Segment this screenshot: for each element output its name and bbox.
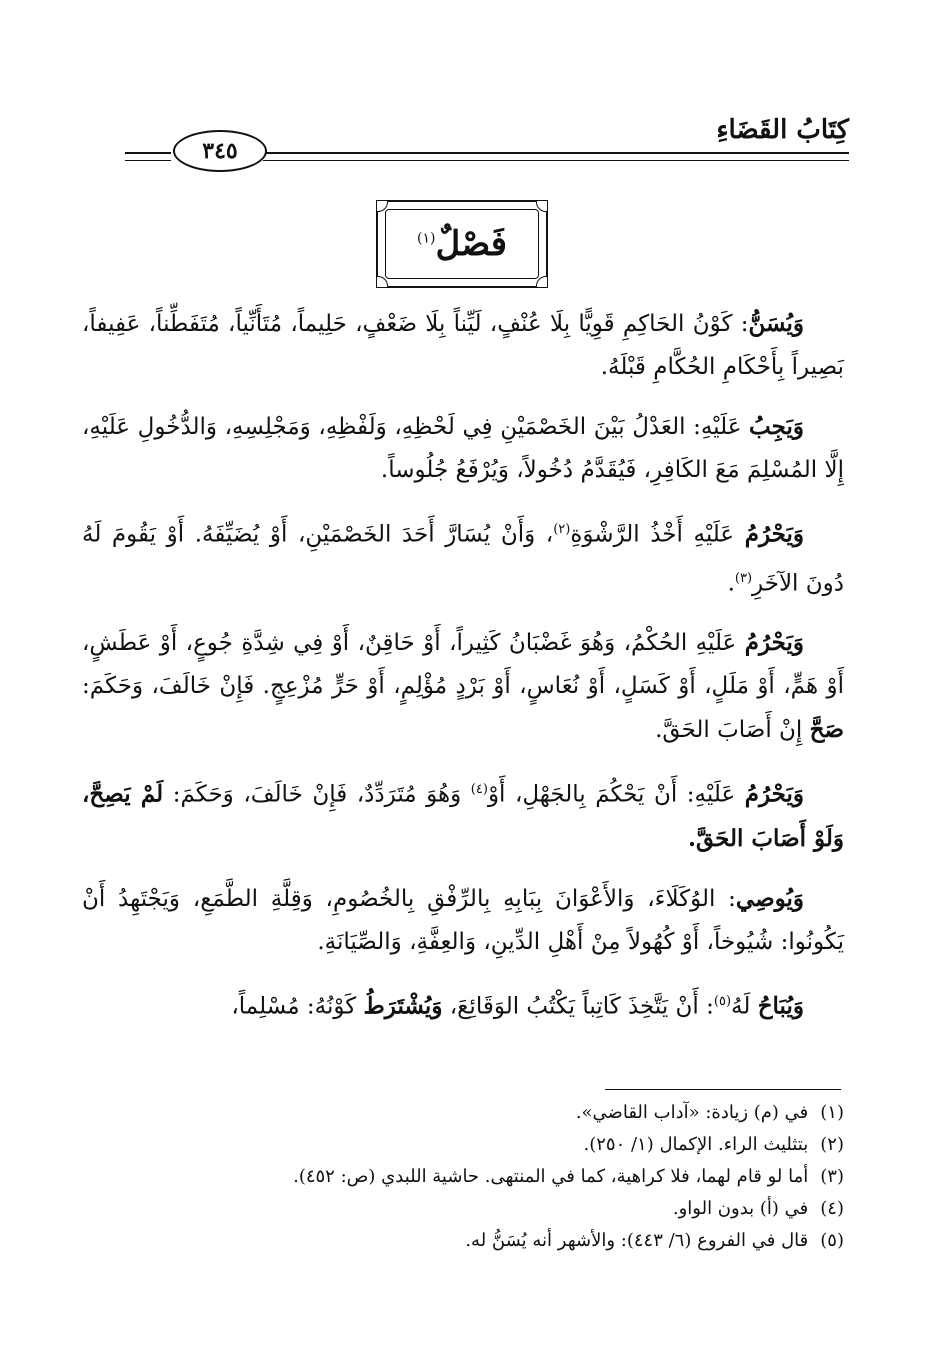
- lead-word: وَيُوصِي: [735, 884, 804, 912]
- header-rule-bottom: [263, 160, 849, 161]
- lead-word: وَيَحْرُمُ: [744, 520, 804, 548]
- page-number: ٣٤٥: [173, 130, 267, 172]
- footnote-marker: (٣): [734, 570, 753, 586]
- footnote-marker: (٤): [470, 782, 488, 798]
- footnote-3: [82, 1161, 844, 1193]
- main-text: [82, 302, 844, 1045]
- footnote-marker: (٥): [713, 993, 732, 1009]
- paragraph-text: كَوْنُهُ: مُسْلِماً،: [231, 993, 364, 1020]
- paragraph-text: ، وَأَنْ يُسَارَّ أَحَدَ الخَصْمَيْنِ، أَوْ يُضَيِّفَهُ. أَوْ يَقُومَ لَهُ دُونَ الآخَرِ: [82, 521, 844, 597]
- footnotes: [82, 1097, 844, 1257]
- lead-word: وَيَجِبُ: [749, 413, 804, 440]
- footnote-marker: (٢): [553, 522, 571, 537]
- paragraph-7: [82, 980, 844, 1029]
- paragraph-text: : الوُكَلَاءَ، وَالأَعْوَانَ بِبَابِهِ بِالرِّفْقِ بِالخُصُومِ، وَقِلَّةِ الطَّمَعِ، وَيَجْتَهِدُ أَنْ يَكُونُوا: شُيُوخاً، أَوْ كُهُولاً مِنْ أَهْلِ الدِّينِ، وَالعِفَّةِ، وَالصِّيَانَةِ.: [82, 885, 844, 955]
- footnote-1: [82, 1097, 844, 1129]
- footnote-2: [82, 1129, 844, 1161]
- lead-word: وَيُبَاحُ: [757, 992, 804, 1020]
- footnote-number: (٥): [820, 1230, 844, 1251]
- lead-word: وَيُسَنُّ: [748, 310, 804, 337]
- header-rule-left-top: [125, 152, 171, 154]
- footnote-text: أما لو قام لهما، فلا كراهية، كما في المنتهى. حاشية اللبدي (ص: ٤٥٢).: [293, 1166, 809, 1187]
- section-heading-frame: [376, 200, 548, 288]
- footnote-separator: [605, 1089, 841, 1090]
- paragraph-text: وَهُوَ مُتَرَدِّدٌ، فَإِنْ خَالَفَ، وَحَكَمَ:: [163, 781, 471, 808]
- footnote-4: [82, 1193, 844, 1225]
- header-rule-left-bottom: [125, 160, 171, 161]
- footnote-number: (٣): [820, 1166, 844, 1187]
- header-rule-top: [263, 152, 849, 154]
- paragraph-6: [82, 877, 844, 964]
- bold-ruling: صَحَّ: [809, 716, 844, 744]
- paragraph-text: .: [727, 570, 735, 597]
- footnote-text: قال في الفروع (٦/ ٤٤٣): والأشهر أنه يُسَنُّ له.: [465, 1230, 809, 1251]
- paragraph-text: عَلَيْهِ الحُكْمُ، وَهُوَ غَضْبَانُ كَثِيراً، أَوْ حَاقِنٌ، أَوْ فِي شِدَّةِ جُوعٍ، أَوْ عَطَشٍ، أَوْ هَمٍّ، أَوْ مَلَلٍ، أَوْ كَسَلٍ، أَوْ نُعَاسٍ، أَوْ بَرْدٍ مُؤْلِمٍ، أَوْ حَرٍّ مُزْعِجٍ. فَإِنْ خَالَفَ، وَحَكَمَ:: [82, 630, 844, 700]
- lead-word: وَيَحْرُمُ: [744, 629, 804, 657]
- paragraph-text: : أَنْ يَتَّخِذَ كَاتِباً يَكْتُبُ الوَقَائِعَ،: [442, 993, 714, 1020]
- footnote-text: في (أ) بدون الواو.: [672, 1198, 809, 1219]
- footnote-text: بتثليث الراء. الإكمال (١/ ٢٥٠).: [583, 1134, 809, 1155]
- section-heading-inner: [385, 209, 539, 279]
- footnote-number: (١): [820, 1102, 844, 1123]
- section-heading: [417, 224, 507, 264]
- paragraph-text: عَلَيْهِ: أَنْ يَحْكُمَ بِالجَهْلِ، أَوْ: [487, 781, 745, 808]
- footnote-number: (٢): [820, 1134, 844, 1155]
- paragraph-1: [82, 302, 844, 389]
- bold-ruling: وَيُشْتَرَطُ: [363, 992, 443, 1020]
- paragraph-text: إِنْ أَصَابَ الحَقَّ.: [655, 717, 810, 744]
- running-title: كِتَابُ القَضَاءِ: [716, 115, 849, 145]
- bold-ruling: لَمْ يَصِحَّ، وَلَوْ أَصَابَ الحَقَّ.: [82, 780, 844, 852]
- paragraph-text: عَلَيْهِ أَخْذُ الرَّشْوَةِ: [570, 521, 745, 548]
- paragraph-3: [82, 508, 844, 605]
- paragraph-text: عَلَيْهِ: العَدْلُ بَيْنَ الخَصْمَيْنِ فِي لَحْظِهِ، وَلَفْظِهِ، وَمَجْلِسِهِ، وَالدُّخُولِ عَلَيْهِ، إِلَّا المُسْلِمَ مَعَ الكَافِرِ، فَيُقَدَّمُ دُخُولاً، وَيُرْفَعُ جُلُوساً.: [82, 414, 844, 483]
- paragraph-text: : كَوْنُ الحَاكِمِ قَوِيًّا بِلَا عُنْفٍ، لَيِّناً بِلَا ضَعْفٍ، حَلِيماً، مُتَأَنِّياً، مُتَفَطِّناً، عَفِيفاً، بَصِيراً بِأَحْكَامِ الحُكَّامِ قَبْلَهُ.: [82, 311, 844, 380]
- paragraph-2: [82, 405, 844, 492]
- paragraph-5: [82, 768, 844, 861]
- footnote-marker: (١): [417, 230, 436, 247]
- footnote-text: في (م) زيادة: «آداب القاضي».: [575, 1102, 809, 1123]
- footnote-5: [82, 1225, 844, 1257]
- lead-word: وَيَحْرُمُ: [744, 780, 804, 808]
- footnote-number: (٤): [820, 1198, 844, 1219]
- section-heading-text: فَصْلٌ: [435, 224, 507, 264]
- paragraph-text: لَهُ: [731, 993, 758, 1020]
- paragraph-4: [82, 621, 844, 752]
- page-header: [125, 112, 849, 182]
